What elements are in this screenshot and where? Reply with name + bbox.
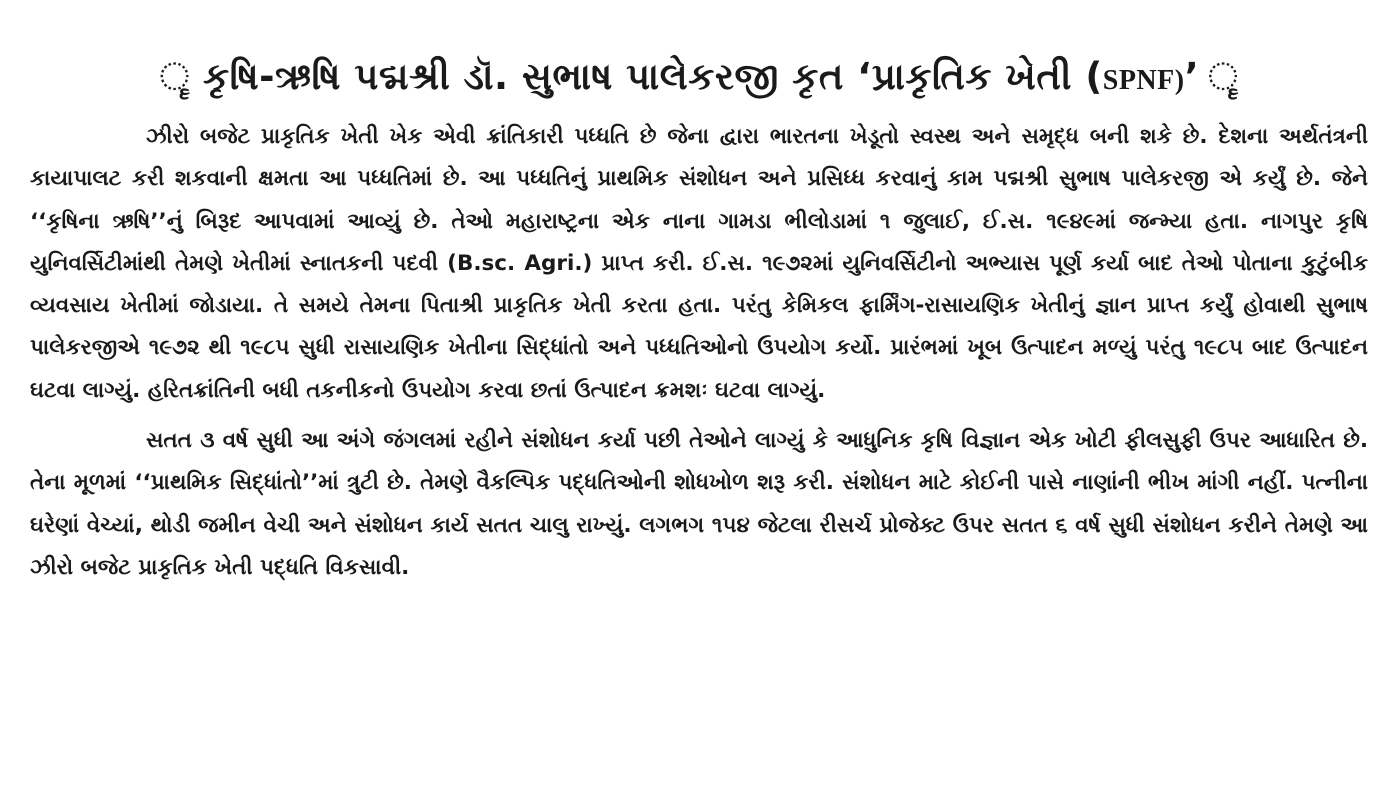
paragraph-2: સતત ૩ વર્ષ સુધી આ અંગે જંગલમાં રહીને સંશોધન કર્યા પછી તેઓને લાગ્યું કે આધુનિક કૃષિ વિજ્ઞાન એક ખોટી ફીલસુફી ઉપર આધારિત છે. તેના મૂળમાં ‘‘પ્રાથમિક સિદ્ધાંતો’’માં ત્રુટી છે. તેમણે વૈકલ્પિક પદ્ધતિઓની શોધખોળ શરૂ કરી. સંશોધન માટે કોઈની પાસે નાણાંની ભીખ માંગી નહીં. પત્નીના ઘરેણાં વેચ્યાં, થોડી જમીન વેચી અને સંશોધન કાર્ય સતત ચાલુ રાખ્યું. લગભગ ૧૫૪ જેટલા રીસર્ચ પ્રોજેક્ટ ઉપર સતત ૬ વર્ષ સુધી સંશોધન કરીને તેમણે આ ઝીરો બજેટ પ્રાકૃતિક ખેતી પદ્ધતિ વિકસાવી. [30,428,1368,580]
paragraph-1: ઝીરો બજેટ પ્રાકૃતિક ખેતી ખેક એવી ક્રાંતિકારી પધ્ધતિ છે જેના દ્વારા ભારતના ખેડૂતો સ્વસ્થ અને સમૃદ્ધ બની શકે છે. દેશના અર્થતંત્રની કાયાપાલટ કરી શકવાની ક્ષમતા આ પધ્ધતિમાં છે. આ પધ્ધતિનું પ્રાથમિક સંશોધન અને પ્રસિધ્ધ કરવાનું કામ પદ્મશ્રી સુભાષ પાલેકરજી એ કર્યું છે. જેને ‘‘કૃષિના ઋષિ’’નું બિરૂદ આપવામાં આવ્યું છે. તેઓ મહારાષ્ટ્રના એક નાના ગામડા ભીલોડામાં ૧ જુલાઈ, ઈ.સ. ૧૯૪૯માં જન્મ્યા હતા. નાગપુર કૃષિ યુનિવર્સિટીમાંથી તેમણે ખેતીમાં સ્નાતકની પદવી (B.sc. Agri.) પ્રાપ્ત કરી. ઈ.સ. ૧૯૭૨માં યુનિવર્સિટીનો અભ્યાસ પૂર્ણ કર્યા બાદ તેઓ પોતાના કુટુંબીક વ્યવસાય ખેતીમાં જોડાયા. તે સમયે તેમના પિતાશ્રી પ્રાકૃતિક ખેતી કરતા હતા. પરંતુ કેમિકલ ફાર્મિંગ-રાસાયણિક ખેતીનું જ્ઞાન પ્રાપ્ત કર્યું હોવાથી સુભાષ પાલેકરજીએ ૧૯૭૨ થી ૧૯૮૫ સુધી રાસાયણિક ખેતીના સિદ્ધાંતો અને પધ્ધતિઓનો ઉપયોગ કર્યો. પ્રારંભમાં ખૂબ ઉત્પાદન મળ્યું પરંતુ ૧૯૮૫ બાદ ઉત્પાદન ઘટવા લાગ્યું. હરિતક્રાંતિની બધી તકનીકનો ઉપયોગ કરવા છતાં ઉત્પાદન ક્રમશઃ ઘટવા લાગ્યું. [30,124,1368,403]
title-end-text: ’ ૄ [1184,55,1239,98]
title-main-text: ૄ કૃષિ-ઋષિ પદ્મશ્રી ડૉ. સુભાષ પાલેકરજી કૃત ‘પ્રાકૃતિક ખેતી ( [159,55,1103,98]
article-title [30,52,1368,106]
title-latin-text: SPNF) [1102,65,1185,96]
